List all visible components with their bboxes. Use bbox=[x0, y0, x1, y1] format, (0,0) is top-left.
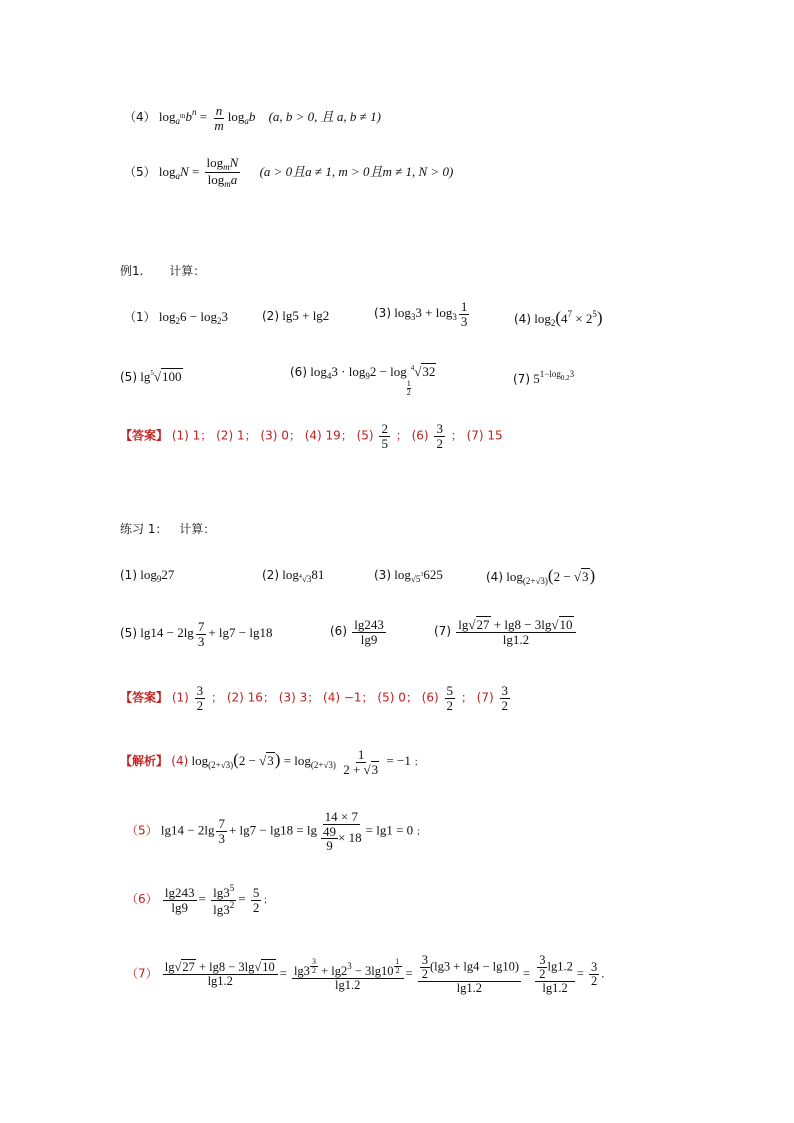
answer-fraction: $\frac{2}{5}$ bbox=[381, 421, 388, 451]
item-label: (4) bbox=[514, 312, 531, 326]
item-label: (5) bbox=[120, 626, 137, 641]
answer-fraction: $\frac{5}{2}$ bbox=[446, 683, 453, 713]
answer-part: (7) 15 bbox=[466, 428, 503, 443]
analysis-7: （7） $\frac{\lg√27 + \lg 8 - 3\lg√10}{\lg 1.2}$ = lg3 $^{\frac{3}{2}}$ + $\lg 2^3 - 3\lg 10$ $^{\frac{1}{2}}$ lg1.2 = $\frac{3}{2}$ (lg3 + lg4 − lg10) lg1.2 = $\frac{3}{2}$ lg1.2 lg1.2 = $\frac{3}{2}$ . bbox=[126, 953, 605, 996]
formula-5-expr: $\log_aN$ = $\frac{\log_mN}{\log_ma}$ bbox=[158, 155, 239, 190]
answer-fraction: $\frac{3}{2}$ bbox=[501, 683, 508, 713]
analysis-label: （6） bbox=[126, 892, 158, 907]
example1-item-3: (3) $\log_33 + \log_3$ $\frac{1}{3}$ bbox=[374, 299, 468, 329]
practice1-item-7: (7) $\frac{\lg√27 + \lg 8 - 3\lg√10}{\lg 1.2}$ bbox=[434, 618, 578, 646]
formula-5-label: （5） bbox=[124, 164, 156, 179]
answer-part: (4) −1； bbox=[323, 690, 374, 705]
practice1-item-6: (6) $\frac{\lg 243}{\lg 9}$ bbox=[330, 617, 384, 647]
example1-item-5: (5) $\lg^5√100$ bbox=[120, 369, 182, 384]
item-label: （1） bbox=[124, 310, 156, 324]
example1-title: 例1. bbox=[120, 264, 144, 278]
practice1-answer bbox=[120, 684, 512, 712]
analysis-label: （5） bbox=[126, 823, 158, 838]
item-label: (6) bbox=[330, 624, 347, 639]
example1-item-2: (2) lg5 + lg2 bbox=[262, 308, 330, 323]
analysis-label: （7） bbox=[126, 966, 158, 981]
item-label: (2) bbox=[262, 309, 279, 323]
answer-part: (3) 0； bbox=[260, 428, 301, 443]
answer-part: ； bbox=[395, 428, 408, 443]
item-label: (7) bbox=[513, 372, 530, 386]
analysis-6: （6） $\frac{\lg 243}{\lg 9}$ = $\frac{\lg 3^5}{\lg 3^2}$ = $\frac{5}{2}$ ； bbox=[126, 883, 273, 917]
answer-fraction: $\frac{3}{2}$ bbox=[196, 683, 204, 713]
answer-part: ； bbox=[460, 690, 473, 705]
item-label: (3) bbox=[374, 306, 391, 321]
practice1-item-1: (1) $\log_927$ bbox=[120, 567, 175, 584]
item-label: (2) bbox=[262, 568, 279, 582]
formula-5 bbox=[124, 156, 453, 190]
example1-answer bbox=[120, 422, 503, 450]
example1-instruction: 计算： bbox=[169, 264, 206, 278]
analysis-5: （5） lg14 − 2lg $\frac{7}{3}$ + lg7 − lg18 = lg 14 × 7 $\frac{49}{9}$ × 18 = lg1 = 0 ； bbox=[126, 809, 426, 854]
answer-part: (5) 0； bbox=[377, 690, 418, 705]
formula-4-expr: $\log_{a^m}b^n$ = $\frac{n}{m}$ $\log_ab$ bbox=[158, 103, 256, 133]
analysis-4: 【解析】 (4) $\log_{(2+√3)}(2 - √3) = \log_{(2+√3)}$ $\frac{1}{2 + √3}$ = −1 ； bbox=[120, 747, 424, 777]
practice1-title: 练习 1： bbox=[120, 522, 168, 536]
answer-tag: 【答案】 bbox=[120, 690, 169, 705]
practice1-header bbox=[120, 520, 215, 537]
answer-part: (5) bbox=[356, 428, 374, 443]
item-label: (7) bbox=[434, 624, 451, 639]
answer-part: ； bbox=[450, 428, 463, 443]
practice1-item-3: (3) $\log_{√5^3}625$ bbox=[374, 567, 443, 584]
item-label: (4) bbox=[486, 570, 503, 584]
formula-4-label: （4） bbox=[124, 110, 156, 125]
item-label: (3) bbox=[374, 568, 391, 582]
answer-tag: 【答案】 bbox=[120, 428, 169, 443]
answer-fraction: $\frac{3}{2}$ bbox=[436, 421, 443, 451]
answer-part: (4) 19； bbox=[304, 428, 353, 443]
answer-part: (3) 3； bbox=[278, 690, 320, 705]
practice1-item-5: (5) lg14 − 2lg $\frac{7}{3}$ + lg7 − lg18 bbox=[120, 619, 273, 649]
answer-part: (6) bbox=[411, 428, 429, 443]
example1-item-4: (4) $\log_2(4^7 \times 2^5)$ bbox=[514, 308, 603, 328]
example1-header bbox=[120, 262, 205, 279]
example1-item-1: （1） $\log_26 - \log_23$ bbox=[124, 309, 228, 326]
practice1-item-4: (4) $\log_{(2+√3)}(2 - √3)$ bbox=[486, 566, 596, 586]
answer-part: (1) 1； bbox=[171, 428, 213, 443]
answer-part: (7) bbox=[476, 690, 494, 705]
formula-5-condition: (a > 0且a ≠ 1, m > 0且m ≠ 1, N > 0) bbox=[259, 163, 454, 179]
item-label: (6) bbox=[290, 365, 307, 379]
item-label: (1) bbox=[120, 568, 137, 582]
analysis-label: (4) bbox=[171, 754, 189, 769]
example1-item-6: (6) $\log_43 \cdot \log_92 - \log$ $\frac{1}{2}$ $^4$√32 bbox=[290, 364, 436, 397]
answer-part: (1) bbox=[171, 690, 189, 705]
practice1-instruction: 计算： bbox=[179, 522, 216, 536]
answer-part: (6) bbox=[421, 690, 439, 705]
practice1-item-2: (2) $\log_{^4√3}81$ bbox=[262, 567, 325, 584]
item-label: (5) bbox=[120, 370, 137, 384]
analysis-tag: 【解析】 bbox=[120, 754, 169, 769]
example1-item-7: (7) $5^{1-log_{0.2}3}$ bbox=[513, 369, 575, 386]
formula-4 bbox=[124, 104, 381, 132]
answer-part: (2) 16； bbox=[226, 690, 275, 705]
answer-part: (2) 1； bbox=[216, 428, 257, 443]
answer-part: ； bbox=[211, 690, 224, 705]
formula-4-condition: (a, b > 0, 且 a, b ≠ 1) bbox=[268, 109, 381, 125]
